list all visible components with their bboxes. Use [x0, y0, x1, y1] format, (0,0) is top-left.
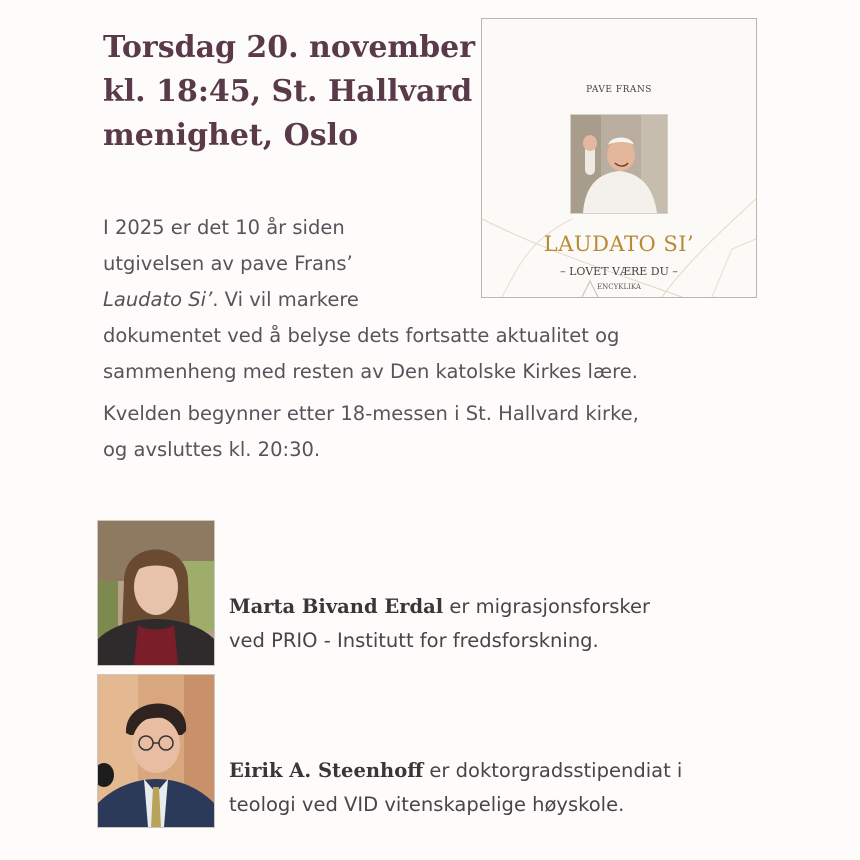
cover-subtitle: – LOVET VÆRE DU –: [560, 265, 678, 278]
headline-location: menighet, Oslo: [103, 118, 359, 153]
speaker-photo-marta: [97, 520, 215, 666]
speaker-desc-eirik-1: er doktorgradsstipendiat i: [423, 759, 683, 782]
headline-time-place: kl. 18:45, St. Hallvard: [103, 74, 473, 109]
evening-line-1: Kvelden begynner etter 18-messen i St. Hallvard kirke,: [103, 402, 639, 425]
speaker-bio-eirik: [229, 754, 682, 822]
pope-photo: [570, 114, 668, 214]
speaker-bio-eirik-line-1: [229, 754, 682, 788]
speaker-bio-marta-line-1: [229, 590, 650, 624]
cover-kind: ENCYKLIKA: [597, 283, 641, 291]
intro-line-3-rest: . Vi vil markere: [212, 288, 359, 311]
intro-title-italic: Laudato Si’: [103, 288, 213, 311]
evening-paragraph: [103, 396, 639, 468]
cover-title: LAUDATO SI’: [543, 232, 695, 256]
speaker-photo-eirik: [97, 674, 215, 828]
intro-line-4: dokumentet ved å belyse dets fortsatte aktualitet og: [103, 324, 620, 347]
intro-paragraph: [103, 210, 638, 390]
intro-line-2: utgivelsen av pave Frans’: [103, 252, 353, 275]
intro-line-1: I 2025 er det 10 år siden: [103, 216, 345, 239]
speaker-bio-eirik-line-2: teologi ved VID vitenskapelige høyskole.: [229, 793, 625, 816]
intro-line-3: [103, 282, 638, 318]
cover-author: PAVE FRANS: [586, 85, 652, 95]
speaker-desc-marta-1: er migrasjonsforsker: [443, 595, 650, 618]
headline-date: Torsdag 20. november: [103, 30, 476, 65]
speaker-name-eirik: Eirik A. Steenhoff: [229, 759, 424, 782]
speaker-bio-marta-line-2: ved PRIO - Institutt for fredsforskning.: [229, 629, 599, 652]
speaker-bio-marta: [229, 590, 650, 658]
speaker-name-marta: Marta Bivand Erdal: [229, 595, 444, 618]
intro-line-5: sammenheng med resten av Den katolske Kirkes lære.: [103, 360, 638, 383]
evening-line-2: og avsluttes kl. 20:30.: [103, 438, 321, 461]
event-headline: [103, 26, 476, 158]
